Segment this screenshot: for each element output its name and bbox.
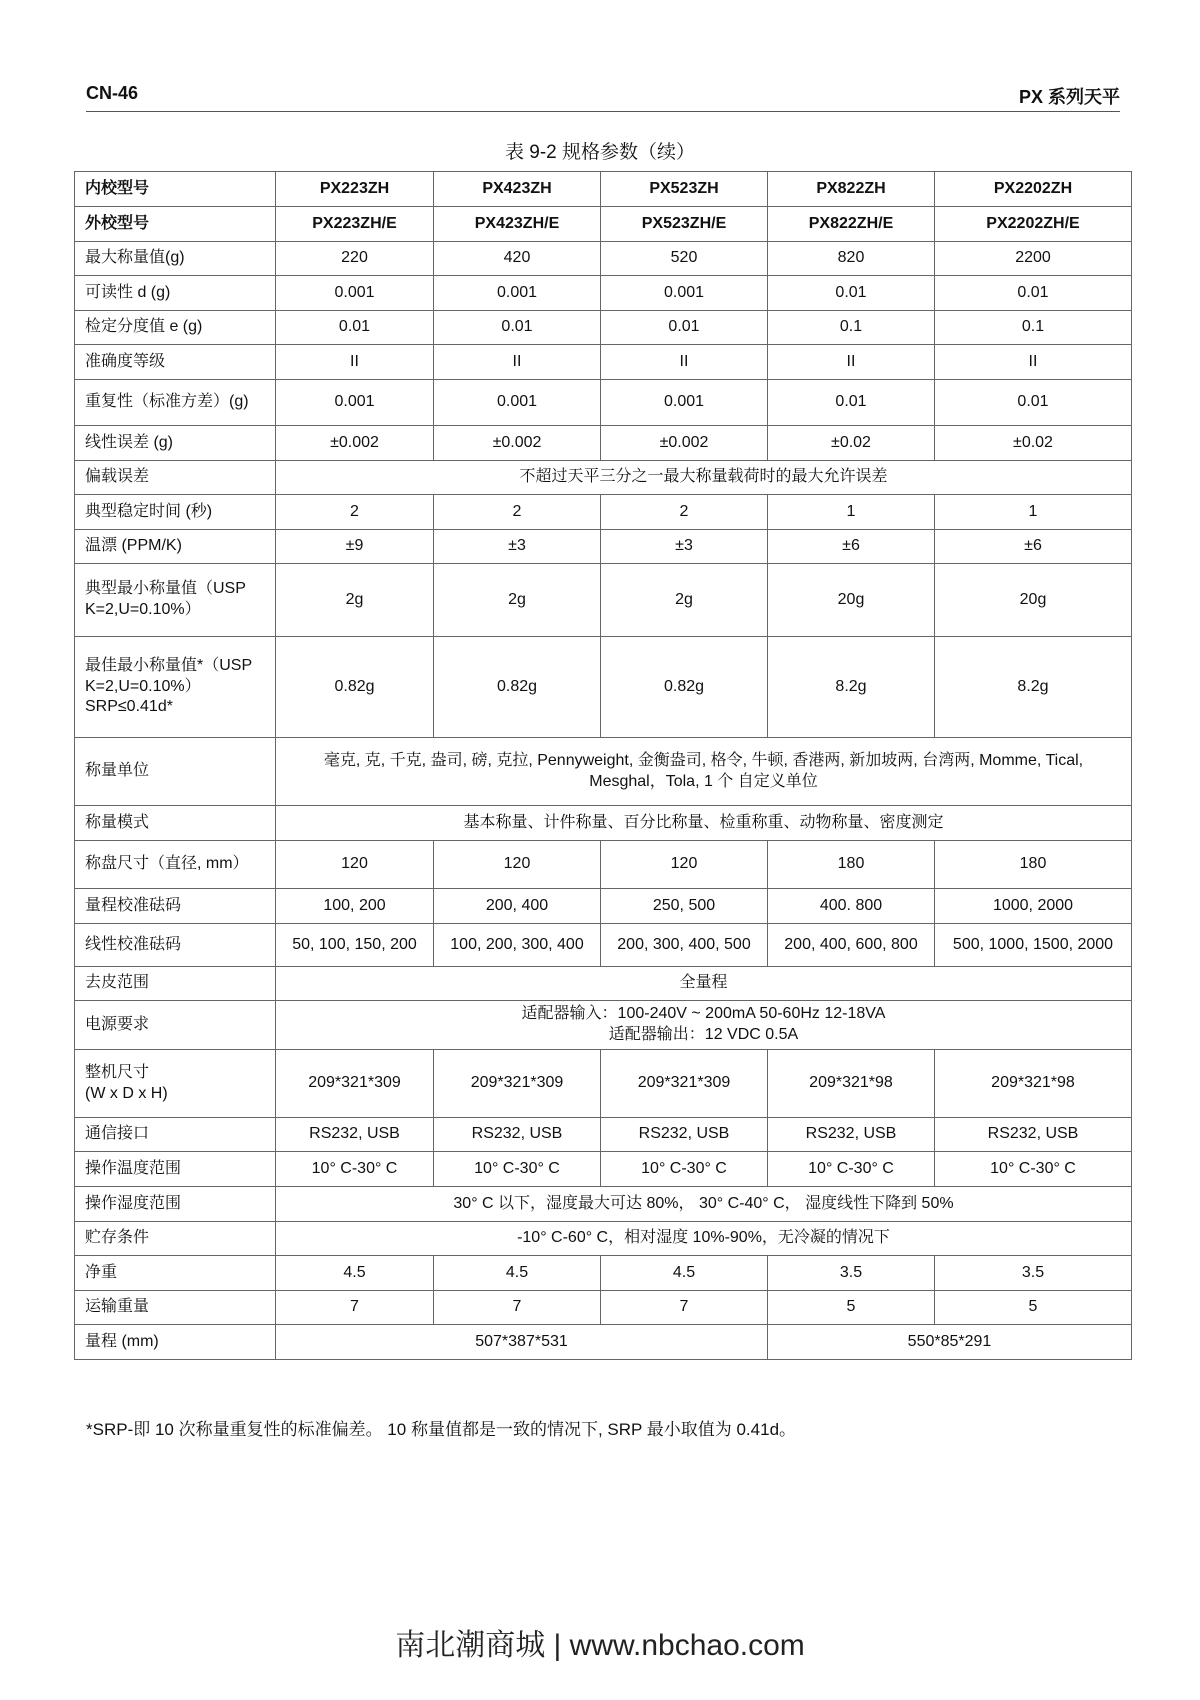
table-row <box>75 426 1132 461</box>
table-row <box>75 380 1132 426</box>
cell-value: 0.01 <box>768 276 935 311</box>
row-label: 量程校准砝码 <box>75 889 276 924</box>
table-row <box>75 1222 1132 1256</box>
cell-value: 2 <box>434 495 601 530</box>
spec-table <box>74 171 1132 1360</box>
table-row <box>75 564 1132 637</box>
cell-value: 10° C-30° C <box>601 1152 768 1187</box>
row-label: 操作湿度范围 <box>75 1187 276 1222</box>
table-row <box>75 1118 1132 1152</box>
cell-value: 0.01 <box>768 380 935 426</box>
table-row <box>75 345 1132 380</box>
cell-value: 2 <box>276 495 434 530</box>
cell-value: 200, 300, 400, 500 <box>601 924 768 967</box>
cell-value: 0.1 <box>768 311 935 345</box>
cell-value: ±0.002 <box>434 426 601 461</box>
row-label: 典型稳定时间 (秒) <box>75 495 276 530</box>
table-row <box>75 1187 1132 1222</box>
table-row <box>75 311 1132 345</box>
cell-value: 0.001 <box>434 380 601 426</box>
row-label: 偏载误差 <box>75 461 276 495</box>
cell-value: 8.2g <box>935 637 1132 738</box>
cell-value: PX223ZH/E <box>276 207 434 242</box>
cell-value: ±3 <box>434 530 601 564</box>
cell-value: PX523ZH/E <box>601 207 768 242</box>
table-row <box>75 1325 1132 1360</box>
cell-value: PX523ZH <box>601 172 768 207</box>
cell-value: 0.01 <box>935 380 1132 426</box>
cell-value: 200, 400, 600, 800 <box>768 924 935 967</box>
cell-value: 20g <box>935 564 1132 637</box>
cell-value: 3.5 <box>935 1256 1132 1291</box>
table-row <box>75 495 1132 530</box>
cell-value: ±3 <box>601 530 768 564</box>
cell-value: 2g <box>434 564 601 637</box>
header-divider <box>86 111 1120 112</box>
cell-value: PX423ZH/E <box>434 207 601 242</box>
row-label: 贮存条件 <box>75 1222 276 1256</box>
cell-value: 3.5 <box>768 1256 935 1291</box>
cell-value: 120 <box>601 841 768 889</box>
cell-value: 820 <box>768 242 935 276</box>
document-title: PX 系列天平 <box>1018 87 1120 107</box>
table-row <box>75 738 1132 806</box>
row-label: 运输重量 <box>75 1291 276 1325</box>
row-label: 最佳最小称量值*（USP K=2,U=0.10%）SRP≤0.41d* <box>75 637 276 738</box>
cell-value: PX822ZH/E <box>768 207 935 242</box>
cell-value: 基本称量、计件称量、百分比称量、检重称重、动物称量、密度测定 <box>276 806 1132 841</box>
table-row <box>75 924 1132 967</box>
table-row <box>75 841 1132 889</box>
table-row <box>75 276 1132 311</box>
table-row <box>75 889 1132 924</box>
cell-value: 220 <box>276 242 434 276</box>
cell-value: 10° C-30° C <box>935 1152 1132 1187</box>
cell-value: ±9 <box>276 530 434 564</box>
cell-value: PX2202ZH <box>935 172 1132 207</box>
row-label: 准确度等级 <box>75 345 276 380</box>
cell-value: PX423ZH <box>434 172 601 207</box>
cell-value: 1000, 2000 <box>935 889 1132 924</box>
cell-value: 0.001 <box>601 380 768 426</box>
row-label: 净重 <box>75 1256 276 1291</box>
table-row <box>75 1291 1132 1325</box>
row-label: 电源要求 <box>75 1001 276 1050</box>
cell-value: 0.1 <box>935 311 1132 345</box>
cell-value: 0.001 <box>434 276 601 311</box>
watermark: 南北潮商城 | www.nbchao.com <box>395 1629 805 1662</box>
cell-value: 1 <box>768 495 935 530</box>
cell-value: 120 <box>434 841 601 889</box>
row-label: 称量模式 <box>75 806 276 841</box>
cell-value: ±6 <box>935 530 1132 564</box>
cell-value: PX2202ZH/E <box>935 207 1132 242</box>
cell-value: 180 <box>768 841 935 889</box>
table-row <box>75 967 1132 1001</box>
cell-value: 200, 400 <box>434 889 601 924</box>
cell-value: 0.001 <box>276 380 434 426</box>
row-label: 去皮范围 <box>75 967 276 1001</box>
row-label: 温漂 (PPM/K) <box>75 530 276 564</box>
cell-value: RS232, USB <box>768 1118 935 1152</box>
table-row <box>75 806 1132 841</box>
cell-value: 4.5 <box>601 1256 768 1291</box>
cell-value: 550*85*291 <box>768 1325 1132 1360</box>
table-row <box>75 1001 1132 1050</box>
cell-value: 0.01 <box>935 276 1132 311</box>
table-row <box>75 1050 1132 1118</box>
cell-value: 2g <box>276 564 434 637</box>
cell-value: 5 <box>768 1291 935 1325</box>
row-label: 线性校准砝码 <box>75 924 276 967</box>
table-row <box>75 530 1132 564</box>
cell-value: 209*321*98 <box>935 1050 1132 1118</box>
cell-value: 0.82g <box>434 637 601 738</box>
cell-value: 209*321*98 <box>768 1050 935 1118</box>
cell-value: PX822ZH <box>768 172 935 207</box>
table-row <box>75 207 1132 242</box>
cell-value: ±0.002 <box>276 426 434 461</box>
cell-value: 10° C-30° C <box>434 1152 601 1187</box>
cell-value: 4.5 <box>276 1256 434 1291</box>
cell-value: 0.01 <box>276 311 434 345</box>
cell-value: ±0.02 <box>935 426 1132 461</box>
cell-value: ±6 <box>768 530 935 564</box>
cell-value: 520 <box>601 242 768 276</box>
cell-value: 0.01 <box>601 311 768 345</box>
cell-value: 250, 500 <box>601 889 768 924</box>
cell-value: 20g <box>768 564 935 637</box>
cell-value: 209*321*309 <box>601 1050 768 1118</box>
cell-value: 10° C-30° C <box>276 1152 434 1187</box>
cell-value: 2200 <box>935 242 1132 276</box>
cell-value: 0.01 <box>434 311 601 345</box>
cell-value: 180 <box>935 841 1132 889</box>
row-label: 通信接口 <box>75 1118 276 1152</box>
cell-value: 适配器输入：100-240V ~ 200mA 50-60Hz 12-18VA 适配器输出：12 VDC 0.5A <box>276 1001 1132 1050</box>
cell-value: II <box>601 345 768 380</box>
cell-value: ±0.002 <box>601 426 768 461</box>
table-row <box>75 1152 1132 1187</box>
cell-value: 10° C-30° C <box>768 1152 935 1187</box>
row-label: 检定分度值 e (g) <box>75 311 276 345</box>
row-label: 称量单位 <box>75 738 276 806</box>
table-row <box>75 172 1132 207</box>
cell-value: 420 <box>434 242 601 276</box>
cell-value: 5 <box>935 1291 1132 1325</box>
cell-value: 毫克, 克, 千克, 盎司, 磅, 克拉, Pennyweight, 金衡盎司, 格令, 牛顿, 香港两, 新加坡两, 台湾两, Momme, Tical, Mesghal，Tola, 1 个 自定义单位 <box>276 738 1132 806</box>
row-label: 外校型号 <box>75 207 276 242</box>
cell-value: 0.001 <box>601 276 768 311</box>
table-caption: 表 9-2 规格参数（续） <box>504 142 696 163</box>
footnote: *SRP-即 10 次称量重复性的标准偏差。 10 称量值都是一致的情况下, SRP 最小取值为 0.41d。 <box>86 1420 797 1439</box>
cell-value: 400. 800 <box>768 889 935 924</box>
cell-value: 209*321*309 <box>276 1050 434 1118</box>
cell-value: RS232, USB <box>601 1118 768 1152</box>
cell-value: 507*387*531 <box>276 1325 768 1360</box>
cell-value: 50, 100, 150, 200 <box>276 924 434 967</box>
row-label: 线性误差 (g) <box>75 426 276 461</box>
cell-value: 7 <box>601 1291 768 1325</box>
row-label: 内校型号 <box>75 172 276 207</box>
cell-value: ±0.02 <box>768 426 935 461</box>
cell-value: II <box>434 345 601 380</box>
cell-value: II <box>768 345 935 380</box>
cell-value: RS232, USB <box>276 1118 434 1152</box>
cell-value: -10° C-60° C，相对湿度 10%-90%，无冷凝的情况下 <box>276 1222 1132 1256</box>
row-label: 典型最小称量值（USP K=2,U=0.10%） <box>75 564 276 637</box>
cell-value: 209*321*309 <box>434 1050 601 1118</box>
table-row <box>75 637 1132 738</box>
table-row <box>75 242 1132 276</box>
cell-value: 500, 1000, 1500, 2000 <box>935 924 1132 967</box>
cell-value: 120 <box>276 841 434 889</box>
cell-value: 100, 200 <box>276 889 434 924</box>
cell-value: PX223ZH <box>276 172 434 207</box>
row-label: 可读性 d (g) <box>75 276 276 311</box>
row-label: 称盘尺寸（直径, mm） <box>75 841 276 889</box>
cell-value: 8.2g <box>768 637 935 738</box>
table-row <box>75 1256 1132 1291</box>
cell-value: 0.82g <box>601 637 768 738</box>
cell-value: 7 <box>434 1291 601 1325</box>
cell-value: 2g <box>601 564 768 637</box>
cell-value: 0.82g <box>276 637 434 738</box>
cell-value: 不超过天平三分之一最大称量载荷时的最大允许误差 <box>276 461 1132 495</box>
cell-value: 0.001 <box>276 276 434 311</box>
cell-value: RS232, USB <box>434 1118 601 1152</box>
page-number: CN-46 <box>86 83 139 103</box>
row-label: 重复性（标准方差）(g) <box>75 380 276 426</box>
cell-value: II <box>276 345 434 380</box>
row-label: 整机尺寸 (W x D x H) <box>75 1050 276 1118</box>
cell-value: 30° C 以下，湿度最大可达 80%， 30° C-40° C， 湿度线性下降到 50% <box>276 1187 1132 1222</box>
cell-value: II <box>935 345 1132 380</box>
cell-value: 1 <box>935 495 1132 530</box>
cell-value: RS232, USB <box>935 1118 1132 1152</box>
table-row <box>75 461 1132 495</box>
cell-value: 100, 200, 300, 400 <box>434 924 601 967</box>
cell-value: 7 <box>276 1291 434 1325</box>
row-label: 量程 (mm) <box>75 1325 276 1360</box>
cell-value: 全量程 <box>276 967 1132 1001</box>
cell-value: 2 <box>601 495 768 530</box>
row-label: 操作温度范围 <box>75 1152 276 1187</box>
cell-value: 4.5 <box>434 1256 601 1291</box>
row-label: 最大称量值(g) <box>75 242 276 276</box>
